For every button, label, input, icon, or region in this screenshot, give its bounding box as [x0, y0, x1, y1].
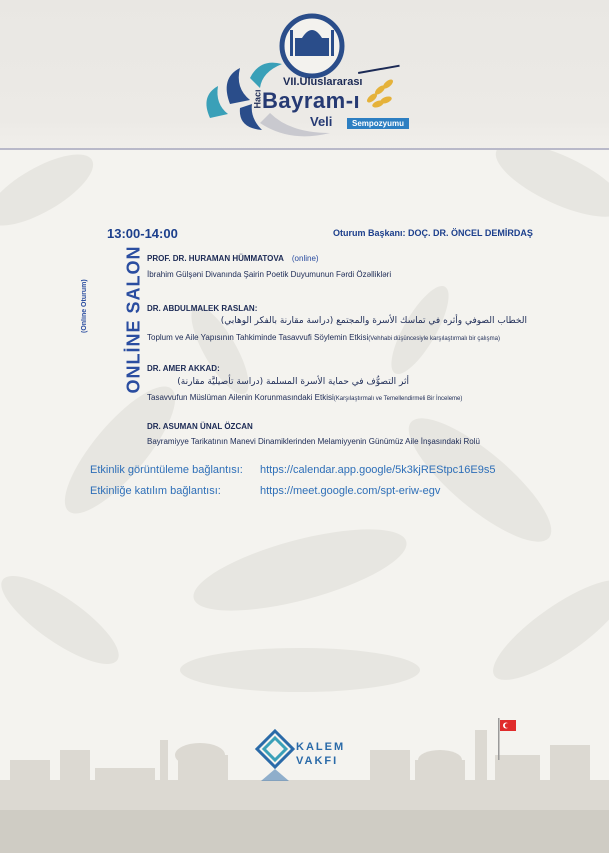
talk-note: (Karşılaştırmalı ve Temellendirmeli Bir İnceleme) — [333, 396, 463, 402]
join-link-row — [90, 485, 441, 497]
foundation-name — [296, 740, 345, 768]
logo-suffix: Veli — [310, 114, 333, 129]
speaker-name-text: PROF. DR. HURAMAN HÜMMATOVA — [147, 254, 284, 263]
logo-edition: VII.Uluslararası — [283, 76, 363, 88]
header-divider — [0, 148, 609, 150]
talk-title-text: Toplum ve Aile Yapısının Tahkiminde Tasavvufi Söylemin Etkisi — [147, 333, 369, 342]
logo-prefix: Hacı — [252, 89, 263, 109]
salon-block — [100, 245, 144, 394]
talk-title: Bayramiyye Tarikatının Manevi Dinamiklerinden Melamiyyenin Günümüz Aile İnşasındaki Rolü — [147, 437, 480, 446]
foundation-name-line1: KALEM — [296, 741, 346, 753]
logo-event-type: Sempozyumu — [347, 118, 409, 129]
talk-title: İbrahim Gülşəni Divanında Şairin Poetik Duyumunun Fərdi Özəllikləri — [147, 270, 392, 279]
talk-title-arabic: أثر التصوُّف في حماية الأسرة المسلمة (دراسة تأصيليَّة مقارنة) — [177, 377, 409, 387]
talk-title-arabic: الخطاب الصوفي وأثره في تماسك الأسرة والمجتمع (دراسة مقارنة بالفكر الوهابي) — [220, 316, 527, 326]
talk-note: (Vehhabi düşüncesiyle karşılaştırmalı bir çalışma) — [368, 336, 501, 342]
speaker-name: DR. ASUMAN ÜNAL ÖZCAN — [147, 422, 253, 431]
salon-title: ONLİNE SALON — [123, 245, 144, 394]
view-link-label: Etkinlik görüntüleme bağlantısı: — [90, 464, 243, 476]
salon-subtitle: (Online Oturum) — [81, 279, 88, 333]
logo-name: Bayram-ı — [262, 88, 361, 113]
session-chair: Oturum Başkanı: DOÇ. DR. ÖNCEL DEMİRDAŞ — [333, 228, 533, 238]
speaker-name: DR. AMER AKKAD: — [147, 364, 220, 373]
speaker-name — [147, 254, 319, 263]
view-link-row — [90, 464, 496, 476]
join-link-label: Etkinliğe katılım bağlantısı: — [90, 485, 221, 497]
session-time: 13:00-14:00 — [107, 226, 178, 241]
foundation-name-line2: VAKFI — [296, 755, 339, 767]
talk-title-text: Tasavvufun Müslüman Ailenin Korunmasındaki Etkisi — [147, 393, 334, 402]
online-tag: (online) — [291, 254, 319, 263]
talk-title — [147, 333, 500, 342]
view-link-url[interactable]: https://calendar.app.google/5k3kjREStpc16E9s5 — [260, 464, 496, 476]
join-link-url[interactable]: https://meet.google.com/spt-eriw-egv — [260, 485, 441, 497]
talk-title — [147, 393, 462, 402]
speaker-name: DR. ABDULMALEK RASLAN: — [147, 304, 258, 313]
